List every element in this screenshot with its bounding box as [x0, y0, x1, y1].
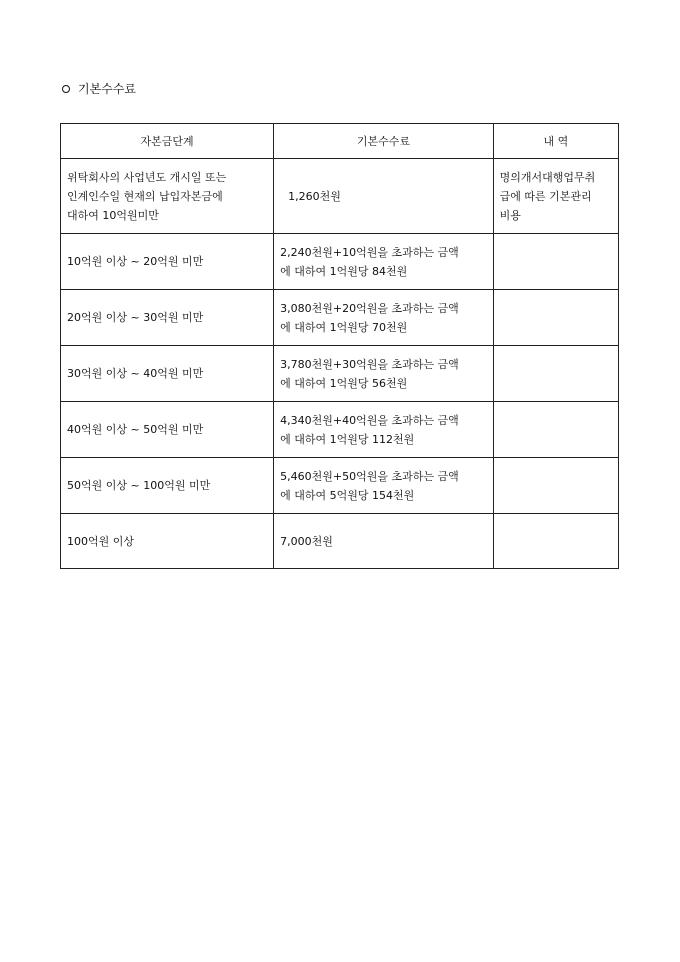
table-row: [61, 346, 619, 402]
cell-fee: 7,000천원: [274, 514, 494, 569]
cell-fee: 3,780천원+30억원을 초과하는 금액 에 대하여 1억원당 56천원: [274, 346, 494, 402]
header-capital-stage: 자본금단계: [61, 124, 274, 159]
cell-fee: 1,260천원: [274, 159, 494, 234]
table-row: [61, 159, 619, 234]
cell-stage: 20억원 이상 ~ 30억원 미만: [61, 290, 274, 346]
cell-stage: 30억원 이상 ~ 40억원 미만: [61, 346, 274, 402]
table-row: [61, 514, 619, 569]
cell-stage: 위탁회사의 사업년도 개시일 또는 인계인수일 현재의 납입자본금에 대하여 10억원미만: [61, 159, 274, 234]
cell-detail: [493, 346, 618, 402]
cell-detail: [493, 290, 618, 346]
table-row: [61, 458, 619, 514]
cell-detail: [493, 514, 618, 569]
cell-stage: 10억원 이상 ~ 20억원 미만: [61, 234, 274, 290]
cell-stage: 40억원 이상 ~ 50억원 미만: [61, 402, 274, 458]
cell-fee: 2,240천원+10억원을 초과하는 금액 에 대하여 1억원당 84천원: [274, 234, 494, 290]
circle-bullet-icon: [62, 85, 70, 93]
cell-stage: 100억원 이상: [61, 514, 274, 569]
cell-detail: [493, 234, 618, 290]
cell-detail: 명의개서대행업무취 급에 따른 기본관리 비용: [493, 159, 618, 234]
cell-fee: 3,080천원+20억원을 초과하는 금액 에 대하여 1억원당 70천원: [274, 290, 494, 346]
table-header-row: [61, 124, 619, 159]
cell-stage: 50억원 이상 ~ 100억원 미만: [61, 458, 274, 514]
table-row: [61, 290, 619, 346]
fee-table: [60, 123, 619, 569]
table-row: [61, 234, 619, 290]
cell-detail: [493, 402, 618, 458]
cell-detail: [493, 458, 618, 514]
table-row: [61, 402, 619, 458]
section-title: 기본수수료: [78, 82, 136, 96]
header-base-fee: 기본수수료: [274, 124, 494, 159]
header-detail: 내 역: [493, 124, 618, 159]
section-heading: [62, 80, 136, 97]
cell-fee: 4,340천원+40억원을 초과하는 금액 에 대하여 1억원당 112천원: [274, 402, 494, 458]
cell-fee: 5,460천원+50억원을 초과하는 금액 에 대하여 5억원당 154천원: [274, 458, 494, 514]
